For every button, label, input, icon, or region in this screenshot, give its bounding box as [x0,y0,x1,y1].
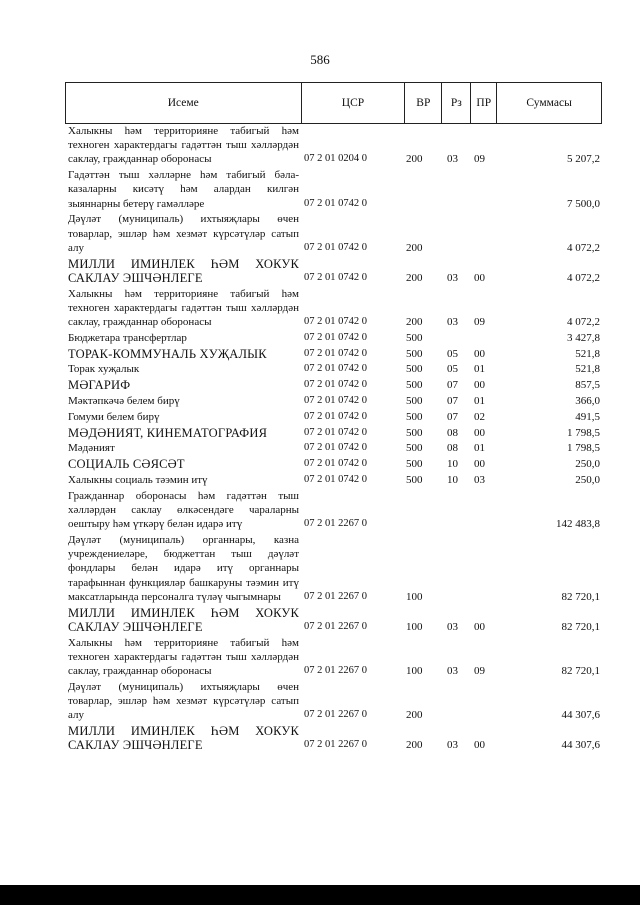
row-rz: 07 [447,395,458,407]
row-name: МИЛЛИ ИМИНЛЕК ҺӘМ ХОКУК САКЛАУ ЭШЧӘНЛЕГЕ [68,724,299,753]
row-name: ТОРАК-КОММУНАЛЬ ХУҖАЛЫК [68,346,267,361]
row-vr: 200 [406,739,423,752]
row-pr: 00 [474,739,485,752]
row-sum: 857,5 [575,379,600,392]
row-name: Гомуми белем бирү [68,410,160,423]
row-sum: 82 720,1 [561,620,600,633]
row-csr: 07 2 01 0742 0 [304,347,367,359]
row-csr: 07 2 01 0742 0 [304,410,367,422]
row-sum: 5 207,2 [567,153,600,166]
row-sum: 366,0 [575,395,600,407]
row-vr: 100 [406,665,423,677]
row-csr: 07 2 01 0742 0 [304,379,367,391]
row-csr: 07 2 01 0742 0 [304,197,367,209]
row-vr: 200 [406,316,423,329]
row-sum: 250,0 [575,458,600,471]
row-sum: 250,0 [575,473,600,486]
row-sum: 1 798,5 [567,426,600,439]
row-sum: 521,8 [575,363,600,376]
scan-edge [0,885,640,905]
row-vr: 500 [406,395,423,407]
row-sum: 142 483,8 [556,518,600,531]
row-name: МИЛЛИ ИМИНЛЕК ҺӘМ ХОКУК САКЛАУ ЭШЧӘНЛЕГЕ [68,256,299,285]
table-row [65,410,602,424]
row-sum: 4 072,2 [567,316,600,329]
row-pr: 09 [474,665,485,677]
row-csr: 07 2 01 2267 0 [304,709,367,721]
row-name: Гадәттән тыш хәлләрне һәм табигый бәла-казаларны кисәтү һәм алардан килгән зыяннарны бетерү гамәлләре [68,169,299,210]
page-number: 586 [310,52,330,67]
header-pr: ПР [471,83,497,123]
row-rz: 03 [447,739,458,752]
table-row [65,378,602,392]
table-row [65,473,602,487]
table-row [65,287,602,330]
row-sum: 82 720,1 [561,665,600,677]
row-sum: 491,5 [575,410,600,423]
row-sum: 82 720,1 [561,590,600,603]
row-name: Халыкны һәм территорияне табигый һәм техноген характердагы гадәттән тыш хәлләрдән саклау, гражданнар оборонасы [68,287,299,329]
header-csr: ЦСР [302,83,406,123]
row-rz: 03 [447,316,458,329]
row-sum: 44 307,6 [561,739,600,752]
row-name: Гражданнар оборонасы һәм гадәттән тыш хәлләрдән саклау өлкәсендәге чараларны оештыру һәм үткәрү белән идарә итү [68,489,299,531]
row-csr: 07 2 01 0742 0 [304,442,367,454]
row-pr: 00 [474,620,485,633]
table-row [65,457,602,471]
table-header [65,82,602,124]
row-pr: 03 [474,473,485,486]
table-row [65,426,602,440]
row-csr: 07 2 01 2267 0 [304,590,367,602]
row-sum: 1 798,5 [567,442,600,455]
row-vr: 500 [406,347,423,360]
row-name: СОЦИАЛЬ СӘЯСӘТ [68,457,185,472]
row-vr: 200 [406,709,423,722]
row-pr: 00 [474,271,485,284]
row-sum: 44 307,6 [561,709,600,722]
row-rz: 05 [447,347,458,360]
table-row [65,124,602,167]
table-row [65,606,602,634]
row-csr: 07 2 01 2267 0 [304,518,367,530]
row-csr: 07 2 01 0742 0 [304,458,367,470]
header-name: Исеме [66,83,302,123]
table-row [65,394,602,408]
row-rz: 07 [447,379,458,392]
row-vr: 500 [406,331,423,344]
header-sum: Суммасы [497,83,602,123]
table-row [65,724,602,752]
row-pr: 09 [474,153,485,166]
table-row [65,257,602,285]
table-row [65,441,602,455]
row-vr: 200 [406,271,423,284]
row-name: Бюджетара трансфертлар [68,331,187,344]
row-name: МИЛЛИ ИМИНЛЕК ҺӘМ ХОКУК САКЛАУ ЭШЧӘНЛЕГЕ [68,605,299,634]
row-name: Мәктәпкәчә белем бирү [68,395,180,407]
row-csr: 07 2 01 2267 0 [304,739,367,751]
row-csr: 07 2 01 0742 0 [304,241,367,253]
row-vr: 500 [406,442,423,455]
row-name: Халыкны һәм территорияне табигый һәм техноген характердагы гадәттән тыш хәлләрдән саклау, гражданнар оборонасы [68,125,299,166]
table-row [65,331,602,345]
table-row [65,636,602,679]
row-rz: 03 [447,271,458,284]
row-name: Халыкны һәм территорияне табигый һәм техноген характердагы гадәттән тыш хәлләрдән саклау, гражданнар оборонасы [68,636,299,677]
row-rz: 03 [447,620,458,633]
row-csr: 07 2 01 0742 0 [304,426,367,438]
row-vr: 500 [406,410,423,423]
row-pr: 01 [474,363,485,376]
row-vr: 100 [406,590,423,603]
header-rz: Рз [442,83,471,123]
row-csr: 07 2 01 0742 0 [304,473,367,485]
header-vr: ВР [405,83,442,123]
row-sum: 4 072,2 [567,241,600,254]
budget-table [65,82,602,754]
row-vr: 500 [406,473,423,486]
row-csr: 07 2 01 0742 0 [304,316,367,328]
table-row [65,347,602,361]
row-pr: 00 [474,379,485,392]
row-csr: 07 2 01 0204 0 [304,153,367,165]
row-csr: 07 2 01 2267 0 [304,620,367,632]
row-vr: 200 [406,241,423,254]
row-rz: 03 [447,153,458,166]
row-vr: 500 [406,458,423,471]
row-rz: 03 [447,665,458,677]
row-name: Халыкны социаль тәэмин итү [68,473,208,486]
row-vr: 200 [406,153,423,166]
row-pr: 02 [474,410,485,423]
row-vr: 500 [406,379,423,392]
table-row [65,212,602,255]
row-pr: 09 [474,316,485,329]
row-sum: 4 072,2 [567,271,600,284]
table-row [65,680,602,723]
row-vr: 100 [406,620,423,633]
row-csr: 07 2 01 0742 0 [304,395,367,406]
row-vr: 500 [406,363,423,376]
row-csr: 07 2 01 0742 0 [304,363,367,375]
table-row [65,533,602,604]
row-name: Мәдәният [68,442,115,455]
row-name: МӘГАРИФ [68,378,131,393]
row-rz: 10 [447,473,458,486]
row-rz: 10 [447,458,458,471]
row-csr: 07 2 01 0742 0 [304,331,367,343]
row-sum: 7 500,0 [567,197,600,210]
row-name: Дәүләт (муниципаль) ихтыяҗлары өчен товарлар, эшләр һәм хезмәт күрсәтүләр сатып алу [68,680,299,722]
row-name: Дәүләт (муниципаль) органнары, казна учреждениеләре, бюджеттан тыш дәүләт фондлары белән идарә итү органнары тарафыннан функцияләр башкаруны тәэмин итү максатларында персоналга түләү чыгымнары [68,533,299,603]
row-pr: 00 [474,458,485,471]
row-name: Торак хуҗалык [68,363,140,376]
row-sum: 521,8 [575,347,600,360]
row-name: МӘДӘНИЯТ, КИНЕМАТОГРАФИЯ [68,425,268,440]
row-pr: 00 [474,347,485,360]
row-pr: 00 [474,426,485,439]
table-row [65,489,602,532]
row-rz: 05 [447,363,458,376]
table-row [65,362,602,376]
row-csr: 07 2 01 0742 0 [304,271,367,283]
row-pr: 01 [474,442,485,455]
row-rz: 08 [447,442,458,455]
row-vr: 500 [406,426,423,439]
row-pr: 01 [474,395,485,407]
table-body [65,124,602,752]
row-csr: 07 2 01 2267 0 [304,665,367,676]
row-name: Дәүләт (муниципаль) ихтыяҗлары өчен товарлар, эшләр һәм хезмәт күрсәтүләр сатып алу [68,213,299,254]
row-rz: 07 [447,410,458,423]
row-rz: 08 [447,426,458,439]
table-row [65,168,602,211]
row-sum: 3 427,8 [567,331,600,344]
